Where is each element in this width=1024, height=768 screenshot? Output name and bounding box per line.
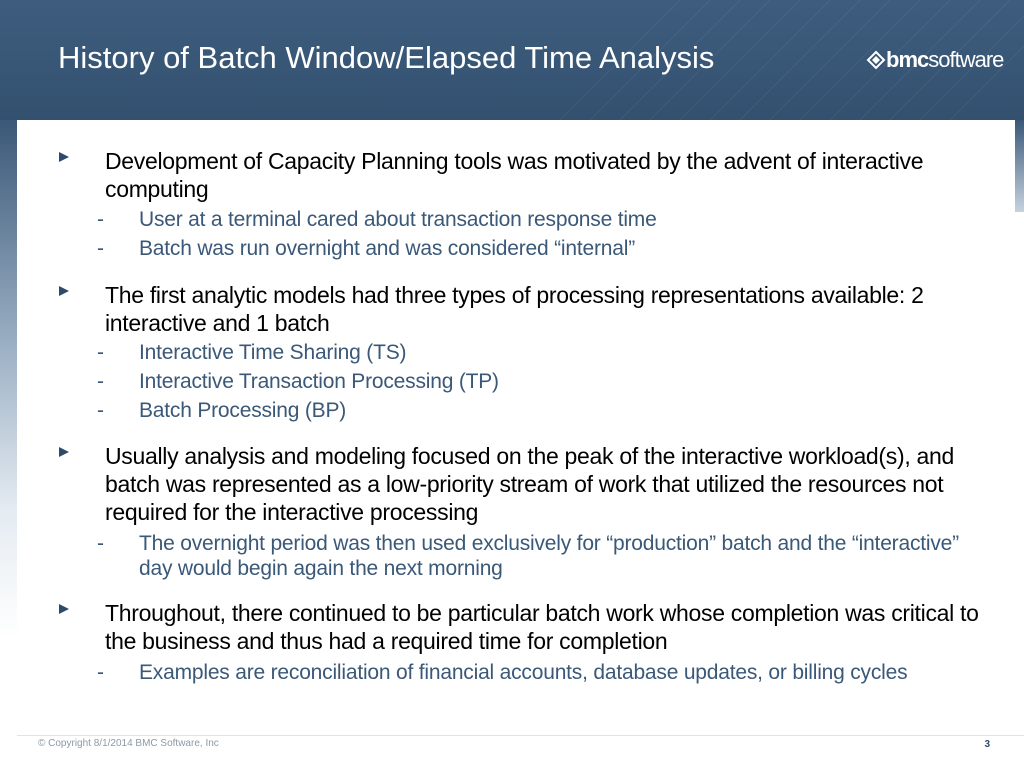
page-number: 3 [984,739,990,750]
sub-bullet-text: Interactive Transaction Processing (TP) [139,370,499,393]
triangle-bullet-icon [59,286,69,296]
triangle-bullet-icon [59,447,69,457]
slide-body [17,120,1015,735]
left-accent-bar [0,120,17,768]
sub-bullet-text: Examples are reconciliation of financial accounts, database updates, or billing cycles [139,661,908,684]
triangle-bullet-icon [59,604,69,614]
bmc-software-logo [866,45,1003,75]
bullet-text: The first analytic models had three types of processing representations available: 2 interactive and 1 batch [105,282,924,336]
footer-divider [17,735,1024,736]
bullet-text: Development of Capacity Planning tools was motivated by the advent of interactive computing [105,148,924,202]
logo-text-software: software [928,47,1004,72]
dash-bullet-icon: - [97,370,104,393]
sub-bullet-text: Batch Processing (BP) [139,399,347,422]
slide-title: History of Batch Window/Elapsed Time Analysis [58,40,715,75]
sub-bullet-text: Batch was run overnight and was considered “internal” [139,237,636,260]
logo-text-bmc: bmc [886,47,929,72]
triangle-bullet-icon [59,152,69,162]
bullet-text: Throughout, there continued to be particular batch work whose completion was critical to the business and thus had a required time for completion [105,600,979,654]
dash-bullet-icon: - [97,532,104,555]
dash-bullet-icon: - [97,237,104,260]
right-accent-bar [1015,120,1024,212]
sub-bullet-text: User at a terminal cared about transaction response time [139,208,657,231]
dash-bullet-icon: - [97,341,104,364]
dash-bullet-icon: - [97,661,104,684]
slide-header [0,0,1024,120]
dash-bullet-icon: - [97,208,104,231]
copyright-text: © Copyright 8/1/2014 BMC Software, Inc [38,738,219,749]
bmc-logo-icon [866,50,886,70]
sub-bullet-text: Interactive Time Sharing (TS) [139,341,407,364]
sub-bullet-text: The overnight period was then used exclusively for “production” batch and the “interactive” day would begin again the next morning [139,532,959,580]
bullet-text: Usually analysis and modeling focused on the peak of the interactive workload(s), and batch was represented as a low-priority stream of work that utilized the resources not required for the interactive processing [105,443,954,525]
dash-bullet-icon: - [97,399,104,422]
